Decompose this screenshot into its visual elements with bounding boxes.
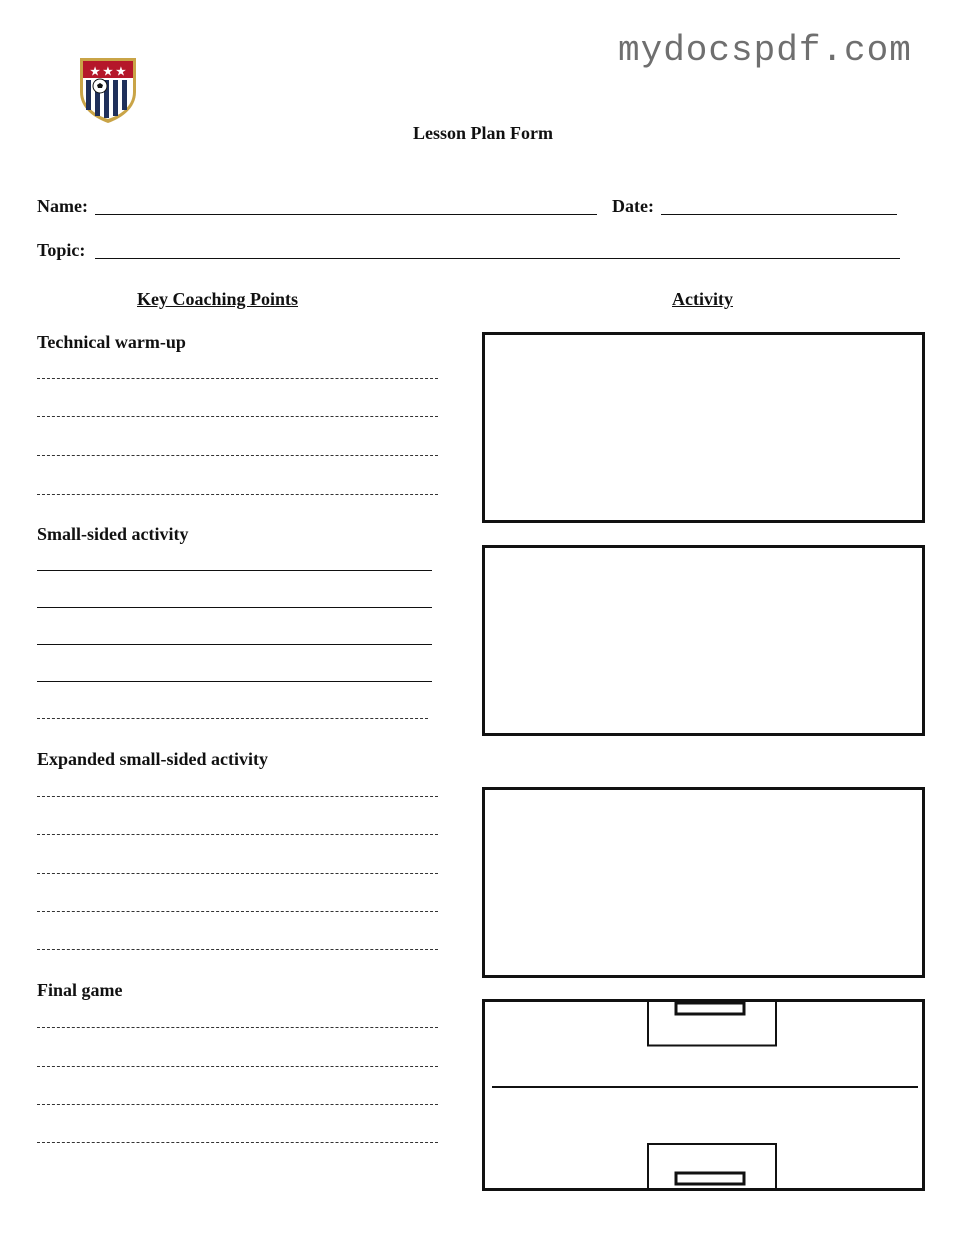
coaching-point-line[interactable] — [37, 911, 438, 912]
coaching-point-line[interactable] — [37, 796, 438, 797]
section-title-expanded-small-sided-activity: Expanded small-sided activity — [37, 749, 269, 769]
coaching-point-line[interactable] — [37, 1027, 438, 1028]
coaching-point-line[interactable] — [37, 644, 432, 645]
us-soccer-crest-icon — [78, 56, 138, 124]
coaching-point-line[interactable] — [37, 455, 438, 456]
watermark: mydocspdf.com — [618, 30, 912, 71]
coaching-point-line[interactable] — [37, 416, 438, 417]
topic-label: Topic: — [37, 240, 86, 260]
section-title-small-sided-activity: Small-sided activity — [37, 524, 189, 544]
date-label: Date: — [612, 196, 654, 216]
coaching-point-line[interactable] — [37, 718, 428, 719]
activity-heading: Activity — [672, 289, 733, 309]
coaching-point-line[interactable] — [37, 681, 432, 682]
coaching-point-line[interactable] — [37, 949, 438, 950]
activity-box-technical-warm-up[interactable] — [482, 332, 925, 523]
activity-box-expanded-small-sided[interactable] — [482, 787, 925, 978]
coaching-point-line[interactable] — [37, 494, 438, 495]
name-field[interactable] — [95, 214, 597, 215]
svg-text:★ ★ ★: ★ ★ ★ — [90, 66, 126, 78]
coaching-point-line[interactable] — [37, 1066, 438, 1067]
section-title-technical-warm-up: Technical warm-up — [37, 332, 186, 352]
field-diagram-final-game[interactable] — [482, 999, 925, 1191]
coaching-point-line[interactable] — [37, 834, 438, 835]
coaching-point-line[interactable] — [37, 570, 432, 571]
activity-box-small-sided[interactable] — [482, 545, 925, 736]
coaching-point-line[interactable] — [37, 873, 438, 874]
coaching-point-line[interactable] — [37, 378, 438, 379]
page-title: Lesson Plan Form — [412, 123, 553, 143]
section-title-final-game: Final game — [37, 980, 123, 1000]
date-field[interactable] — [661, 214, 897, 215]
topic-field[interactable] — [95, 258, 900, 259]
key-coaching-points-heading: Key Coaching Points — [137, 289, 299, 309]
coaching-point-line[interactable] — [37, 1142, 438, 1143]
name-label: Name: — [37, 196, 88, 216]
coaching-point-line[interactable] — [37, 607, 432, 608]
coaching-point-line[interactable] — [37, 1104, 438, 1105]
